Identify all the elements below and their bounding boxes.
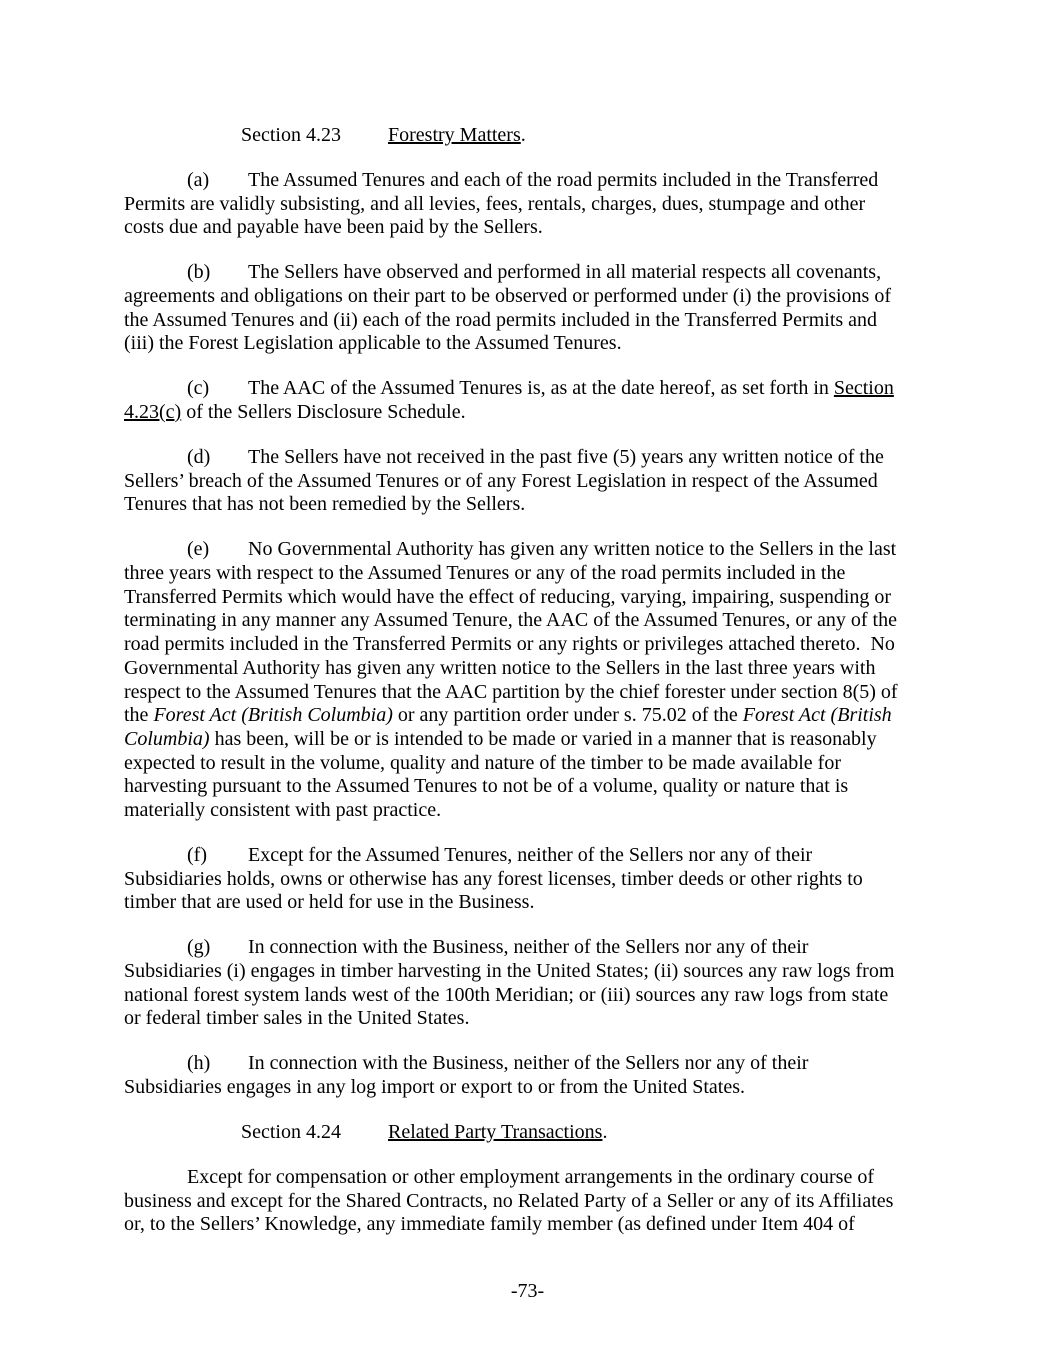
line-text: respect to the Assumed Tenures that the AAC partition by the chief forester under section 8(5) of <box>124 680 898 703</box>
text-line <box>124 446 944 470</box>
paragraph <box>124 169 944 240</box>
text-line <box>124 868 944 892</box>
section-heading <box>124 124 944 148</box>
underlined-reference: 4.23(c) <box>124 401 182 424</box>
line-text: or any partition order under s. 75.02 of the <box>392 704 743 727</box>
text-line <box>124 799 944 823</box>
line-text: the <box>124 704 154 727</box>
text-line <box>124 891 944 915</box>
line-text: In connection with the Business, neither of the Sellers nor any of their <box>248 1052 809 1075</box>
section-number: Section 4.23 <box>241 124 341 146</box>
line-text: materially consistent with past practice. <box>124 798 442 821</box>
line-text: expected to result in the volume, quality and nature of the timber to be made available for <box>124 751 841 774</box>
text-line <box>124 332 944 356</box>
line-text: Permits are validly subsisting, and all levies, fees, rentals, charges, dues, stumpage and other <box>124 192 866 215</box>
paragraph-label: (h) <box>187 1052 211 1075</box>
text-line <box>124 1213 944 1237</box>
text-line <box>124 493 944 517</box>
text-line <box>124 216 944 240</box>
line-text: three years with respect to the Assumed Tenures or any of the road permits included in the <box>124 562 846 585</box>
text-line <box>124 1007 944 1031</box>
line-text: The Assumed Tenures and each of the road permits included in the Transferred <box>248 168 879 191</box>
text-line <box>124 984 944 1008</box>
line-text: Tenures that has not been remedied by the Sellers. <box>124 493 526 516</box>
text-line <box>124 728 944 752</box>
page-number: -73- <box>510 1280 545 1302</box>
line-text: In connection with the Business, neither of the Sellers nor any of their <box>248 936 809 959</box>
paragraph <box>124 377 944 424</box>
text-line <box>124 844 944 868</box>
line-text: Transferred Permits which would have the effect of reducing, varying, impairing, suspending or <box>124 585 892 608</box>
line-text: Sellers’ breach of the Assumed Tenures or of any Forest Legislation in respect of the Assumed <box>124 469 878 492</box>
paragraph-label: (g) <box>187 936 211 959</box>
section-title-period: . <box>520 124 526 146</box>
text-line <box>124 470 944 494</box>
text-line <box>124 775 944 799</box>
line-text: Except for compensation or other employment arrangements in the ordinary course of <box>187 1166 874 1189</box>
section-title: Forestry Matters <box>388 124 521 146</box>
text-line <box>124 936 944 960</box>
text-line <box>124 169 944 193</box>
line-text: (iii) the Forest Legislation applicable to the Assumed Tenures. <box>124 332 622 355</box>
paragraph <box>124 538 944 822</box>
line-text: The Sellers have not received in the past five (5) years any written notice of the <box>248 446 884 469</box>
text-line <box>124 681 944 705</box>
section-heading <box>124 1121 944 1145</box>
text-line <box>124 752 944 776</box>
text-line <box>124 960 944 984</box>
text-line <box>124 1076 944 1100</box>
text-line <box>124 1166 944 1190</box>
paragraph-label: (d) <box>187 446 211 469</box>
line-text: terminating in any manner any Assumed Tenure, the AAC of the Assumed Tenures, or any of the <box>124 609 897 632</box>
paragraph <box>124 446 944 517</box>
text-line <box>124 377 944 401</box>
paragraph <box>124 1052 944 1099</box>
line-text: or, to the Sellers’ Knowledge, any immediate family member (as defined under Item 404 of <box>124 1213 855 1236</box>
underlined-reference: Section <box>833 377 894 400</box>
paragraph <box>124 936 944 1031</box>
text-line <box>124 633 944 657</box>
italic-reference: Forest Act (British <box>742 704 892 727</box>
section-title-period: . <box>602 1121 608 1144</box>
text-line <box>124 261 944 285</box>
line-text: Subsidiaries (i) engages in timber harvesting in the United States; (ii) sources any raw logs from <box>124 960 895 983</box>
line-text: business and except for the Shared Contracts, no Related Party of a Seller or any of its Affiliates <box>124 1189 894 1212</box>
line-text: or federal timber sales in the United States. <box>124 1007 470 1030</box>
text-line <box>124 1052 944 1076</box>
line-text: The AAC of the Assumed Tenures is, as at the date hereof, as set forth in <box>248 377 834 400</box>
line-text: No Governmental Authority has given any written notice to the Sellers in the last <box>248 538 897 561</box>
line-text: harvesting pursuant to the Assumed Tenures to not be of a volume, quality or nature that is <box>124 775 849 798</box>
line-text: Governmental Authority has given any written notice to the Sellers in the last three years with <box>124 656 876 679</box>
paragraph-label: (b) <box>187 261 211 284</box>
paragraph-label: (a) <box>187 168 210 191</box>
line-text: The Sellers have observed and performed in all material respects all covenants, <box>248 261 882 284</box>
document-page <box>124 124 944 1258</box>
section-title: Related Party Transactions <box>388 1121 603 1144</box>
line-text: Except for the Assumed Tenures, neither of the Sellers nor any of their <box>248 843 813 866</box>
paragraph <box>124 1166 944 1237</box>
section-number: Section 4.24 <box>241 1121 341 1144</box>
paragraph-label: (e) <box>187 538 210 561</box>
line-text: agreements and obligations on their part to be observed or performed under (i) the provisions of <box>124 285 892 308</box>
text-line <box>124 309 944 333</box>
text-line <box>124 609 944 633</box>
text-line <box>124 193 944 217</box>
italic-reference: Columbia) <box>124 727 210 750</box>
line-text: Subsidiaries engages in any log import or export to or from the United States. <box>124 1076 745 1099</box>
text-line <box>124 285 944 309</box>
paragraph <box>124 261 944 356</box>
line-text: of the Sellers Disclosure Schedule. <box>181 401 466 424</box>
line-text: national forest system lands west of the 100th Meridian; or (iii) sources any raw logs from state <box>124 983 889 1006</box>
italic-reference: Forest Act (British Columbia) <box>153 704 393 727</box>
text-line <box>124 401 944 425</box>
line-text: costs due and payable have been paid by the Sellers. <box>124 216 543 239</box>
line-text: the Assumed Tenures and (ii) each of the road permits included in the Transferred Permits and <box>124 308 878 331</box>
paragraph <box>124 844 944 915</box>
paragraph-label: (f) <box>187 843 207 866</box>
paragraph-label: (c) <box>187 377 210 400</box>
line-text: Subsidiaries holds, owns or otherwise has any forest licenses, timber deeds or other rights to <box>124 867 863 890</box>
text-line <box>124 704 944 728</box>
line-text: has been, will be or is intended to be made or varied in a manner that is reasonably <box>209 727 877 750</box>
line-text: timber that are used or held for use in the Business. <box>124 891 535 914</box>
text-line <box>124 562 944 586</box>
text-line <box>124 586 944 610</box>
text-line <box>124 538 944 562</box>
text-line <box>124 1190 944 1214</box>
line-text: road permits included in the Transferred Permits or any rights or privileges attached thereto. No <box>124 633 895 656</box>
text-line <box>124 657 944 681</box>
